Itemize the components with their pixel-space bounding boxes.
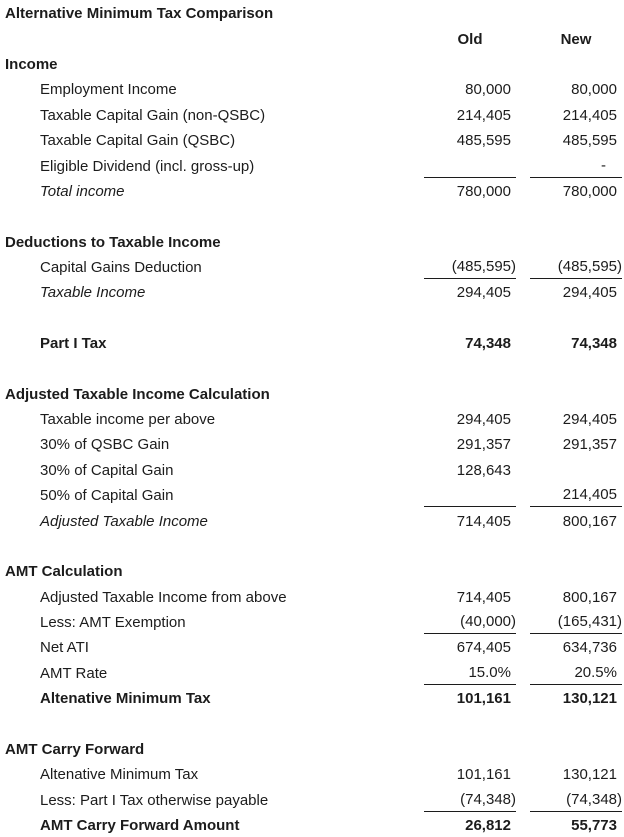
row-label: Altenative Minimum Tax (40, 766, 199, 784)
spacer-row (0, 304, 624, 329)
row-label: Taxable Capital Gain (non-QSBC) (40, 106, 266, 124)
new-value-cell: 214,405 (562, 106, 617, 124)
row-label: Employment Income (40, 81, 177, 99)
row-label: Total income (40, 182, 125, 200)
spacer-row (0, 533, 624, 558)
new-value-cell: 130,121 (562, 690, 617, 708)
old-value-cell: 214,405 (456, 106, 511, 124)
old-value-cell: 15.0% (424, 664, 516, 685)
table-row (0, 254, 624, 279)
table-row (0, 431, 624, 456)
row-label: Altenative Minimum Tax (40, 690, 211, 708)
row-label: Taxable income per above (40, 411, 216, 429)
row-label: AMT Rate (40, 664, 108, 682)
new-value-cell: 80,000 (571, 81, 617, 99)
spacer-row (0, 203, 624, 228)
table-row (0, 634, 624, 659)
old-value-cell: 714,405 (456, 588, 511, 606)
old-value-cell: (40,000) (424, 613, 516, 634)
spacer-row (0, 355, 624, 380)
old-value-cell: 485,595 (456, 132, 511, 150)
new-value-cell: (485,595) (530, 258, 622, 279)
row-label: AMT Carry Forward Amount (40, 816, 240, 834)
table-row (0, 761, 624, 786)
new-value-cell: 634,736 (562, 639, 617, 657)
table-row (0, 609, 624, 634)
section-title: Deductions to Taxable Income (5, 233, 221, 251)
section-title: Adjusted Taxable Income Calculation (5, 385, 270, 403)
old-value-cell: 80,000 (465, 81, 511, 99)
old-value-cell: 294,405 (456, 284, 511, 302)
table-row (0, 76, 624, 101)
row-label: Adjusted Taxable Income (40, 512, 208, 530)
table-row-taxable-income (0, 279, 624, 304)
section-title: AMT Calculation (5, 563, 123, 581)
new-value-cell: 294,405 (562, 411, 617, 429)
page-title: Alternative Minimum Tax Comparison (5, 5, 274, 23)
old-value-cell: 128,643 (456, 461, 511, 479)
row-label: Net ATI (40, 639, 89, 657)
old-value-cell: 291,357 (456, 436, 511, 454)
new-value-cell: 74,348 (571, 335, 617, 353)
new-value-cell: 291,357 (562, 436, 617, 454)
row-label: Taxable Capital Gain (QSBC) (40, 132, 236, 150)
section-title: Income (5, 56, 58, 74)
old-value-cell: (485,595) (424, 258, 516, 279)
new-value-cell: 294,405 (562, 284, 617, 302)
table-row (0, 127, 624, 152)
new-value-cell: 780,000 (562, 182, 617, 200)
table-row (0, 456, 624, 481)
new-value-cell: - (530, 157, 622, 178)
new-value-cell: 55,773 (571, 816, 617, 834)
row-label: Eligible Dividend (incl. gross-up) (40, 157, 255, 175)
section-header-income (0, 51, 624, 76)
table-row-adjusted-taxable-income (0, 507, 624, 532)
section-title: AMT Carry Forward (5, 740, 145, 758)
old-value-cell: 714,405 (456, 512, 511, 530)
new-value-cell: 800,167 (562, 512, 617, 530)
old-value-cell: 780,000 (456, 182, 511, 200)
column-header-old: Old (457, 30, 483, 48)
table-row-amt-rate (0, 659, 624, 684)
new-value-cell: (165,431) (530, 613, 622, 634)
new-value-cell: 214,405 (530, 486, 622, 507)
row-label: Less: Part I Tax otherwise payable (40, 791, 269, 809)
table-row-part-i-tax (0, 330, 624, 355)
section-header-amt-calculation (0, 558, 624, 583)
title-row (0, 0, 624, 25)
old-value-cell: 26,812 (465, 816, 511, 834)
section-header-amt-carry-forward (0, 735, 624, 760)
column-header-row (0, 25, 624, 50)
new-value-cell: 130,121 (562, 766, 617, 784)
row-label: 30% of Capital Gain (40, 461, 174, 479)
section-header-deductions (0, 228, 624, 253)
old-value-cell: 674,405 (456, 639, 511, 657)
row-label: Less: AMT Exemption (40, 613, 186, 631)
table-row (0, 152, 624, 177)
new-value-cell: 800,167 (562, 588, 617, 606)
new-value-cell: 20.5% (530, 664, 622, 685)
spacer-row (0, 710, 624, 735)
table-row (0, 786, 624, 811)
table-row (0, 583, 624, 608)
table-row (0, 406, 624, 431)
new-value-cell: 485,595 (562, 132, 617, 150)
row-label: 30% of QSBC Gain (40, 436, 170, 454)
row-label: Capital Gains Deduction (40, 258, 202, 276)
old-value-cell: 101,161 (456, 766, 511, 784)
old-value-cell: 101,161 (456, 690, 511, 708)
old-value-cell: 294,405 (456, 411, 511, 429)
column-header-new: New (560, 30, 592, 48)
section-header-ati-calculation (0, 380, 624, 405)
table-row-amt-carry-forward-amount (0, 812, 624, 837)
table-row-total-income (0, 178, 624, 203)
row-label: Adjusted Taxable Income from above (40, 588, 287, 606)
row-label: 50% of Capital Gain (40, 487, 174, 505)
old-value-cell: (74,348) (424, 791, 516, 812)
table-row-alternative-minimum-tax (0, 685, 624, 710)
row-label: Taxable Income (40, 284, 146, 302)
table-row (0, 101, 624, 126)
row-label: Part I Tax (40, 335, 107, 353)
old-value-cell: 74,348 (465, 335, 511, 353)
table-row (0, 482, 624, 507)
new-value-cell: (74,348) (530, 791, 622, 812)
